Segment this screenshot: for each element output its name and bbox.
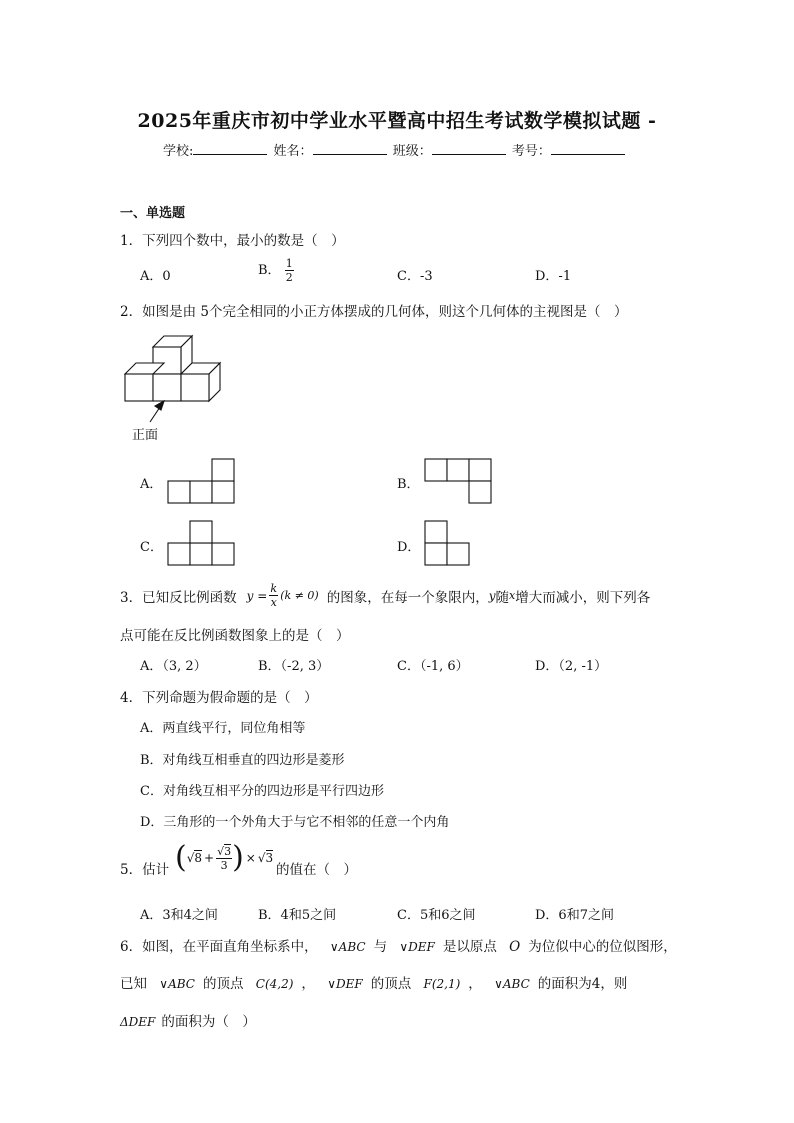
exam-title: 2025年重庆市初中学业水平暨高中招生考试数学模拟试题 - bbox=[137, 110, 657, 132]
front-label: 正面 bbox=[132, 428, 159, 443]
q3-option-d: D．（2, -1） bbox=[535, 659, 608, 674]
q5-times: × bbox=[245, 851, 256, 865]
q4-stem: 4．下列命题为假命题的是（ ） bbox=[120, 690, 318, 706]
cube-figure bbox=[120, 335, 230, 415]
q6-line1-b: 与 bbox=[373, 939, 388, 955]
q3-option-b: B．（-2, 3） bbox=[258, 659, 330, 674]
school-blank bbox=[193, 142, 267, 155]
q4-option-b: B．对角线互相垂直的四边形是菱形 bbox=[140, 753, 345, 768]
q2-option-a: A． bbox=[140, 477, 163, 492]
q6-line1-d: 为位似中心的位似图形， bbox=[528, 939, 677, 955]
q5-option-c: C．5和6之间 bbox=[397, 908, 476, 923]
q6-triangle-def-2: ∨DEF bbox=[327, 977, 363, 991]
q3-var-y: y bbox=[488, 588, 496, 603]
exam-no-blank bbox=[551, 142, 625, 155]
q6-line2-c: ， bbox=[301, 976, 315, 992]
q6-line2-a: 已知 bbox=[120, 976, 147, 992]
q6-origin: O bbox=[509, 939, 521, 955]
fraction-numerator: 3 bbox=[224, 844, 232, 858]
q1-option-d: D．-1 bbox=[535, 269, 572, 284]
q5-option-a: A．3和4之间 bbox=[140, 908, 218, 923]
q3-option-c: C．（-1, 6） bbox=[397, 659, 469, 674]
exam-no-label: 考号： bbox=[511, 144, 551, 159]
fraction-denominator: 3 bbox=[220, 858, 228, 872]
q2-option-d-view bbox=[424, 520, 474, 566]
q6-triangle-abc-3: ∨ABC bbox=[494, 977, 530, 991]
q6-point-f: F(2,1) bbox=[423, 977, 461, 991]
q3-stem bbox=[120, 583, 650, 608]
school-label: 学校: bbox=[163, 144, 194, 159]
q6-triangle-abc-2: ∨ABC bbox=[159, 977, 195, 991]
student-info-line bbox=[163, 140, 627, 159]
q3-stem-mid: 随 bbox=[495, 589, 509, 606]
q6-line1-c: 是以原点 bbox=[442, 939, 497, 955]
q5-stem-a: 5．估计 bbox=[120, 862, 170, 878]
q5-option-b: B．4和5之间 bbox=[258, 908, 337, 923]
class-blank bbox=[432, 142, 506, 155]
q5-plus: + bbox=[204, 851, 215, 865]
q2-option-d: D． bbox=[397, 540, 421, 555]
q3-fraction bbox=[269, 583, 278, 608]
q6-triangle-abc: ∨ABC bbox=[329, 940, 366, 954]
q4-option-a: A．两直线平行，同位角相等 bbox=[140, 721, 306, 736]
q1-option-a: A．0 bbox=[140, 269, 171, 284]
q6-line3 bbox=[120, 1010, 256, 1030]
q6-line2-f: 的面积为4，则 bbox=[537, 976, 628, 992]
q5-expression: ( √8 + $\frac{√3}{3}$ ) × √3 bbox=[175, 840, 274, 875]
q2-option-b: B． bbox=[397, 477, 420, 492]
q3-var-x: x bbox=[509, 589, 516, 602]
q6-line2 bbox=[120, 972, 627, 992]
q6-line1 bbox=[120, 935, 677, 955]
q6-triangle-def: ∨DEF bbox=[399, 940, 435, 954]
q4-option-c: C．对角线互相平分的四边形是平行四边形 bbox=[140, 784, 384, 799]
fraction-numerator: k bbox=[270, 582, 278, 595]
q1-stem: 1．下列四个数中，最小的数是（ ） bbox=[120, 233, 345, 249]
section-title: 一、单选题 bbox=[120, 206, 186, 221]
q3-formula-y: y = bbox=[246, 588, 268, 603]
q3-stem-part-a: 3．已知反比例函数 bbox=[120, 589, 237, 606]
q1-option-b bbox=[258, 258, 294, 283]
name-blank bbox=[313, 142, 387, 155]
q5-fraction: $\frac{√3}{3}$ bbox=[217, 844, 232, 872]
name-label: 姓名： bbox=[273, 144, 313, 159]
q6-line2-d: 的顶点 bbox=[370, 976, 412, 992]
fraction-denominator: x bbox=[270, 596, 277, 609]
q3-stem-part-b: 的图象，在每一个象限内， bbox=[326, 589, 489, 606]
q1-option-b-fraction bbox=[285, 258, 294, 283]
q5-stem-b: 的值在（ ） bbox=[276, 862, 357, 878]
class-label: 班级： bbox=[392, 144, 432, 159]
q2-stem: 2．如图是由 5个完全相同的小正方体摆成的几何体，则这个几何体的主视图是（ ） bbox=[120, 304, 628, 320]
q3-option-a: A．（3, 2） bbox=[140, 659, 207, 674]
q3-stem-part-c: 增大而减小，则下列各 bbox=[515, 589, 651, 606]
q2-option-b-view bbox=[424, 458, 494, 504]
fraction-denominator: 2 bbox=[285, 271, 293, 284]
q6-line2-e: ， bbox=[468, 976, 482, 992]
q3-stem-line2: 点可能在反比例函数图象上的是（ ） bbox=[120, 628, 350, 644]
q5-option-d: D．6和7之间 bbox=[535, 908, 614, 923]
q6-point-c: C(4,2) bbox=[255, 977, 294, 991]
q1-option-c: C．-3 bbox=[397, 269, 433, 284]
fraction-numerator: 1 bbox=[285, 257, 293, 270]
q5-sqrt-3: 3 bbox=[265, 851, 274, 865]
q6-line1-a: 6．如图，在平面直角坐标系中， bbox=[120, 939, 318, 955]
q4-option-d: D．三角形的一个外角大于与它不相邻的任意一个内角 bbox=[140, 815, 450, 830]
q6-line3-text: 的面积为（ ） bbox=[161, 1014, 256, 1030]
q6-triangle-def-3: ΔDEF bbox=[120, 1015, 156, 1029]
q2-option-a-view bbox=[167, 458, 237, 504]
q3-condition: (k ≠ 0) bbox=[280, 589, 319, 602]
q2-option-c-view bbox=[167, 520, 237, 566]
q2-option-c: C． bbox=[140, 540, 163, 555]
q1-option-b-label: B． bbox=[258, 263, 281, 278]
front-arrow-icon bbox=[145, 400, 175, 426]
q5-sqrt-8: 8 bbox=[194, 851, 203, 865]
q6-line2-b: 的顶点 bbox=[202, 976, 244, 992]
